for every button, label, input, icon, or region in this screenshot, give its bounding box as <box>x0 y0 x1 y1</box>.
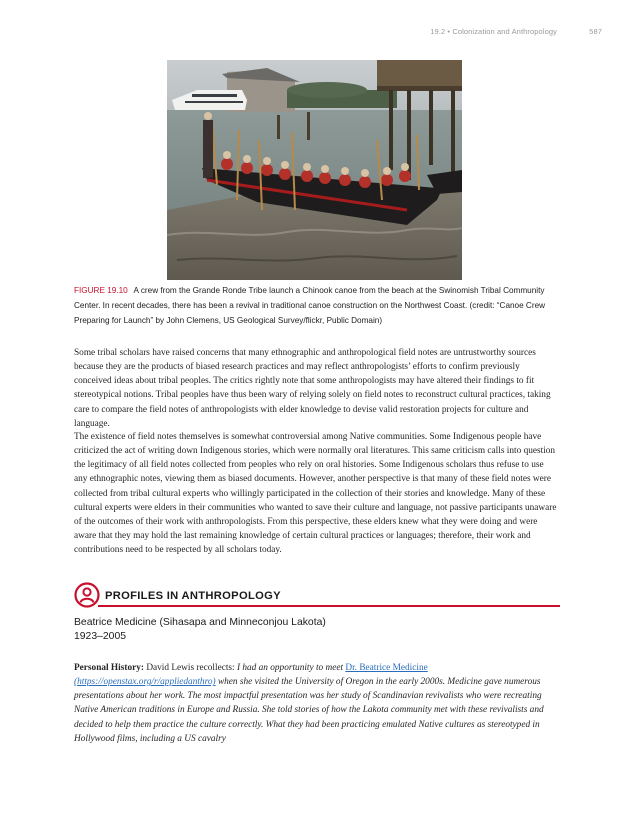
person-icon <box>74 582 100 608</box>
canoe-launch-photo <box>167 60 462 280</box>
running-head-section: 19.2 • Colonization and Anthropology <box>430 27 557 36</box>
beatrice-medicine-link[interactable]: Dr. Beatrice Medicine <box>345 663 428 673</box>
paragraph-personal-history <box>74 661 558 746</box>
personal-history-quote-end: when she visited the University of Oregon in the early 2000s. Medicine gave numerous presentations about her work. The most impactful presentation was her study of Scandinavian revivalists who were recreating Native American traditions in Europe and Russia. She told stories of how the Lakota community met with these revivalists and decided to help them practice the culture correctly. What they had been practicing emulated Native cultures as stereotyped in Hollywood films, including a US cavalry <box>74 677 544 744</box>
personal-history-intro: David Lewis recollects: <box>146 663 235 673</box>
feature-heading <box>74 582 560 608</box>
feature-title: PROFILES IN ANTHROPOLOGY <box>105 590 281 602</box>
running-head <box>430 27 602 36</box>
page-number: 587 <box>589 27 602 36</box>
personal-history-quote-start: I had an opportunity to meet <box>236 663 344 673</box>
paragraph-field-notes-controversy: The existence of field notes themselves is somewhat controversial among Native communities. Some Indigenous people have criticized the act of writing down Indigenous stories, which were normally oral literatures. This same criticism calls into question the legitimacy of all field notes collected from peoples who rely on oral histories. Some Indigenous scholars thus refuse to use any ethnographic notes, viewing them as biased documents. However, another perspective is that many of these field notes were collected from tribal cultural experts who willingly participated in the collection of their stories and knowledge. Many of these cultural experts were elders in their communities who wanted to save their culture and language, not passive participants unaware of the outcomes of their work with anthropologists. From this perspective, these elders knew what they were doing and were aware that they may hold the last remaining knowledge of certain cultural practices or languages; therefore, their work and contributions need to be respected by all scholars today. <box>74 432 557 556</box>
profile-name: Beatrice Medicine (Sihasapa and Minneconjou Lakota) <box>74 617 326 628</box>
feature-divider <box>98 605 560 607</box>
figure-label: FIGURE 19.10 <box>74 286 128 295</box>
profile-dates: 1923–2005 <box>74 631 127 642</box>
figure-caption <box>74 284 558 328</box>
paragraph-field-notes-concerns: Some tribal scholars have raised concerns that many ethnographic and anthropological field notes are untrustworthy sources because they are the products of biased research practices and may reflect anthropologists’ efforts to confirm previously conceived ideas about tribal peoples. The critics rightly note that some anthropologists may have altered their findings to fit stereotypical notions. Tribal peoples have thus been wary of relying solely on field notes to reconstruct cultural practices, taking care to compare the field notes of anthropologists with elder knowledge to devise valid restoration projects for culture and language. <box>74 348 551 429</box>
personal-history-label: Personal History: <box>74 663 144 673</box>
figure-caption-text: A crew from the Grande Ronde Tribe launch a Chinook canoe from the beach at the Swinomish Tribal Community Center. In recent decades, there has been a revival in traditional canoe construction on the Northwest Coast. (credit: “Canoe Crew Preparing for Launch” by John Clemens, US Geological Survey/flickr, Public Domain) <box>74 286 546 325</box>
openstax-url-link[interactable]: (https://openstax.org/r/appliedanthro) <box>74 677 216 688</box>
